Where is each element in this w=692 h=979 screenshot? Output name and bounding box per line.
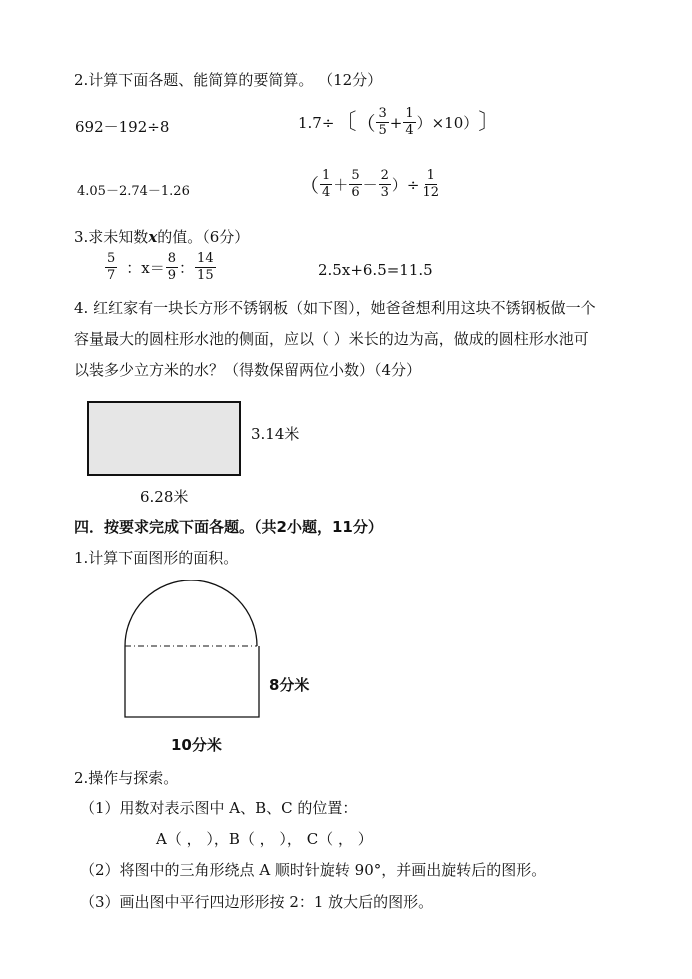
q4-line-3: 以装多少立方米的水？（得数保留两位小数）（4分）	[74, 361, 422, 379]
q2-expression-1: 692－192÷8	[75, 118, 170, 136]
q4-line-1: 4. 红红家有一块长方形不锈钢板（如下图），她爸爸想利用这块不锈钢板做一个	[74, 299, 596, 317]
plus-sign: +	[389, 113, 403, 132]
variable-x: x	[148, 228, 158, 246]
figure-height-label: 8分米	[269, 676, 310, 694]
fraction: $\frac{5}{6}$	[351, 168, 360, 200]
q4-line-2: 容量最大的圆柱形水池的侧面，应以（ ）米长的边为高，做成的圆柱形水池可	[74, 330, 589, 348]
expr-text: ）÷	[391, 176, 420, 194]
left-paren: （	[300, 175, 320, 197]
figure-width-label: 10分米	[171, 736, 222, 754]
q3-heading: 3.求未知数x的值。（6分）	[74, 228, 250, 246]
steel-plate-rectangle	[87, 401, 241, 476]
section-4-heading: 四．按要求完成下面各题。（共2小题，11分）	[74, 518, 383, 536]
colon: ：	[179, 259, 195, 277]
q2-expression-2	[298, 106, 500, 139]
step-1-blanks: A（ ， ），B（ ， ）， C（ ， ）	[156, 830, 373, 848]
minus-sign: －	[362, 176, 378, 194]
q2-expression-3: 4.05－2.74－1.26	[77, 184, 190, 199]
expr-text: ：x＝	[126, 259, 165, 277]
plate-width-label: 6.28米	[140, 488, 189, 506]
left-bracket: 〔	[334, 109, 357, 135]
left-paren: （	[356, 113, 376, 135]
q3-expression-2: 2.5x+6.5=11.5	[318, 261, 433, 279]
semicircle-rectangle-figure	[120, 580, 266, 722]
section-4-problem-2: 2.操作与探索。	[74, 769, 179, 787]
q3-expression-1	[104, 251, 217, 284]
fraction: $\frac{1}{12}$	[422, 168, 440, 200]
section-4-problem-1: 1.计算下面图形的面积。	[74, 549, 239, 567]
step-2-text: （2）将图中的三角形绕点 A 顺时针旋转 90°，并画出旋转后的图形。	[80, 861, 547, 879]
fraction: $\frac{3}{5}$	[378, 106, 387, 138]
expr-text: ）×10）	[416, 114, 479, 132]
q2-heading: 2.计算下面各题、能简算的要简算。 （12分）	[74, 71, 383, 89]
plate-height-label: 3.14米	[251, 425, 300, 443]
q2-expression-4	[300, 168, 442, 201]
fraction: $\frac{2}{3}$	[380, 168, 389, 200]
fraction: $\frac{1}{4}$	[322, 168, 331, 200]
right-bracket: 〕	[478, 109, 501, 135]
expr-text: 1.7÷	[298, 113, 335, 132]
fraction: $\frac{8}{9}$	[167, 251, 177, 283]
plus-sign: ＋	[333, 176, 349, 194]
fraction: $\frac{1}{4}$	[405, 106, 414, 138]
fraction: $\frac{5}{7}$	[107, 251, 116, 283]
fraction: $\frac{14}{15}$	[197, 251, 214, 283]
step-3-text: （3）画出图中平行四边形形按 2：1 放大后的图形。	[80, 893, 434, 911]
step-1-text: （1）用数对表示图中 A、B、C 的位置：	[80, 799, 358, 817]
